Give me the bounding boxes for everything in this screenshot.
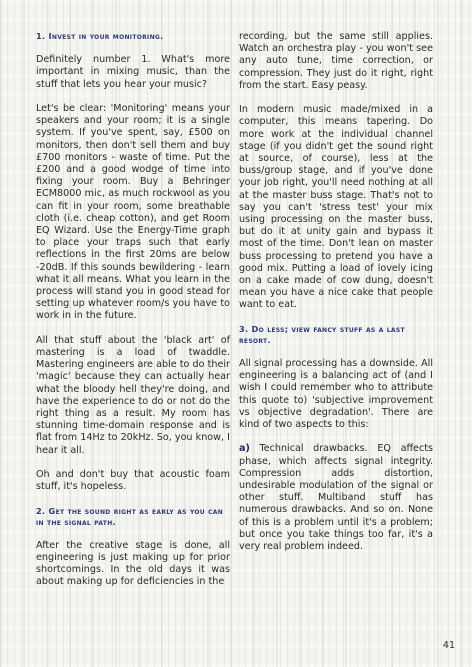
paragraph: Let's be clear: 'Monitoring' means your speakers and your room; it is a single system. If you've spent, say, £500 on monitors, then don't sell them and buy £700 monitors - waste of time. Put the £200 and a good wodge of time into fixing your room. Buy a Behringer ECM8000 mic, as much rockwool as you can fit in your room, some breathable cloth (i.e. cheap cotton), and get Room EQ Wizard. Use the Energy-Time graph to place your traps such that early reflections in the first 20ms are below -20dB. If this sounds bewildering - learn what it all means. What you learn in the process will stand you in good stead for setting up whatever room/s you have to work in in the future. (36, 102, 230, 322)
section-heading-1: 1. Invest in your monitoring. (36, 31, 164, 41)
paragraph: All that stuff about the 'black art' of mastering is a load of twaddle. Mastering engineers are able to do their 'magic' because they can actually hear what the bloody hell they're doing, and have the experience to do or not do the right thing as a result. My room has stunning time-domain response and is flat from 14Hz to 20kHz. So, you know, I hear it all. (36, 334, 230, 456)
paragraph: Oh and don't buy that acoustic foam stuff, it's hopeless. (36, 469, 230, 493)
paragraph (239, 443, 433, 553)
paragraph: After the creative stage is done, all engineering is just making up for prior shortcomings. In the old days it was about making up for deficiencies in the (36, 539, 230, 588)
paragraph: All signal processing has a downside. All engineering is a balancing act of (and I wish I could remember who to attribute this quote to) 'subjective improvement vs objective degradation'. There are kind of two aspects to this: (239, 358, 433, 431)
page-number: 41 (442, 640, 455, 651)
left-column (36, 31, 230, 589)
list-label: a) (239, 443, 250, 455)
right-column (239, 31, 433, 553)
paragraph-text: Technical drawbacks. EQ affects phase, which affects signal integrity. Compression adds distortion, undesirable modulation of the signal or other stuff. Multiband stuff has numerous drawbacks. And so on. None of this is a problem until it's a problem; but once you take things too far, it's a very real problem indeed. (239, 443, 433, 553)
paragraph: Definitely number 1. What's more important in mixing music, than the stuff that lets you hear your music? (36, 54, 230, 90)
section-heading-3: 3. Do less; view fancy stuff as a last resort. (239, 323, 405, 345)
section-heading-2: 2. Get the sound right as early as you can in the signal path. (36, 505, 224, 527)
paragraph: In modern music made/mixed in a computer, this means tapering. Do more work at the individual channel stage (if you didn't get the sound right at source, of course), less at the buss/group stage, and if you've done your job right, you'll need nothing at all at the master buss stage. That's not to say you can't 'stress test' your mix using processing on the master buss, but do it at unity gain and bypass it most of the time. Don't lean on master buss processing to pretend you have a good mix. Putting a load of lovely icing on a cake made of cow dung, doesn't mean you have a nice cake that people want to eat. (239, 104, 433, 311)
paragraph: recording, but the same still applies. Watch an orchestra play - you won't see any auto tune, time correction, or compression. They just do it right, right from the start. Easy peasy. (239, 31, 433, 91)
